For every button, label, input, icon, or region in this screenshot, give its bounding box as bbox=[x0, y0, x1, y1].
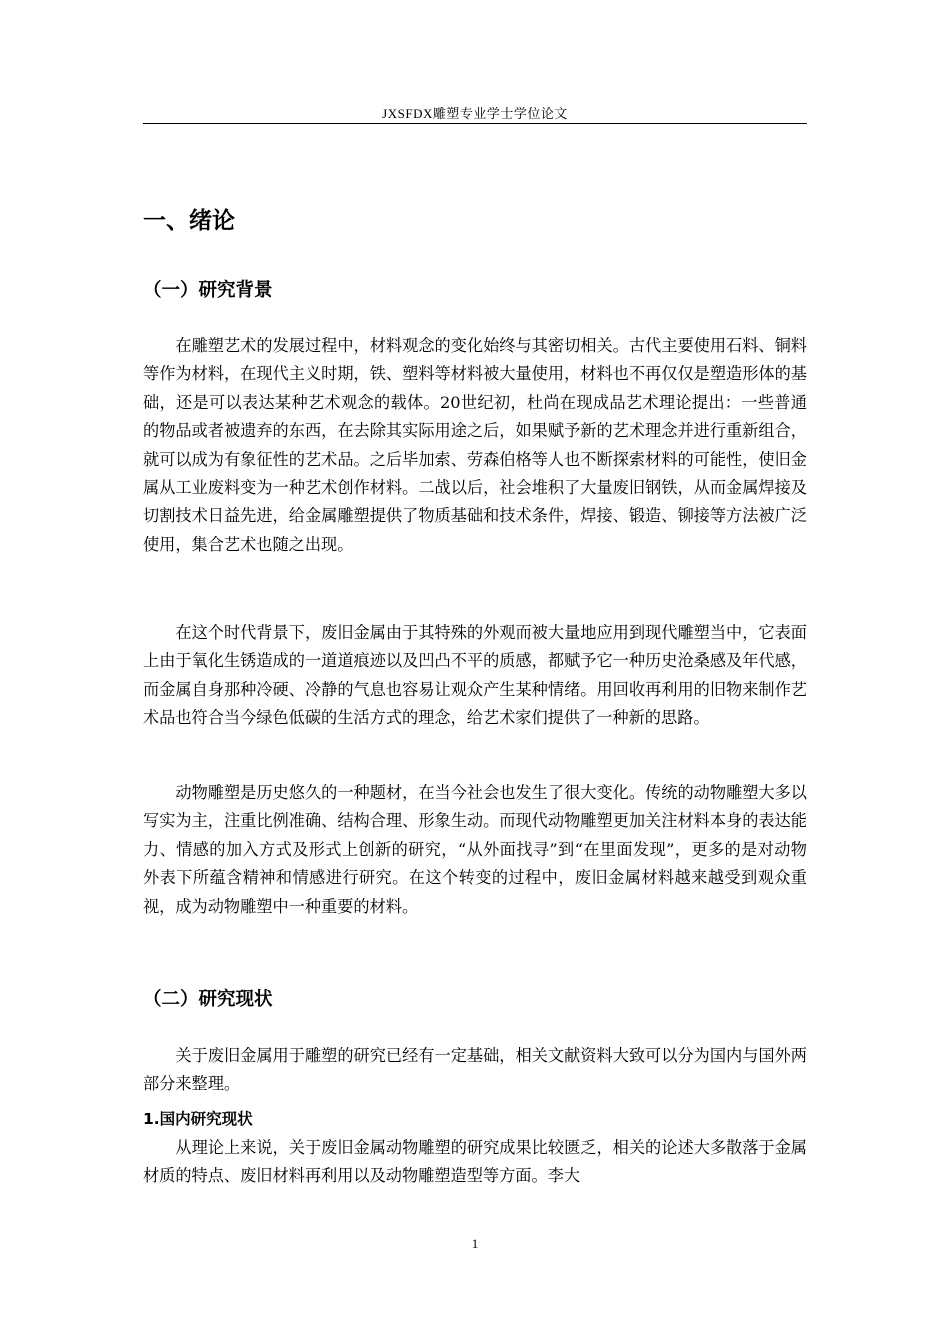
paragraph-background-3: 动物雕塑是历史悠久的一种题材，在当今社会也发生了很大变化。传统的动物雕塑大多以写实为主，注重比例准确、结构合理、形象生动。而现代动物雕塑更加关注材料本身的表达能力、情感的加入方式及形式上创新的研究，“从外面找寻”到“在里面发现”，更多的是对动物外表下所蕴含精神和情感进行研究。在这个转变的过程中，废旧金属材料越来越受到观众重视，成为动物雕塑中一种重要的材料。 bbox=[143, 783, 807, 916]
page-number: 1 bbox=[471, 1236, 479, 1251]
paragraph-status-intro: 关于废旧金属用于雕塑的研究已经有一定基础，相关文献资料大致可以分为国内与国外两部分来整理。 bbox=[143, 1046, 807, 1094]
running-header: JXSFDX雕塑专业学士学位论文 bbox=[382, 106, 568, 121]
chapter-title: 一、绪论 bbox=[143, 208, 235, 234]
section-heading-status: （二）研究现状 bbox=[143, 989, 273, 1010]
paragraph-background-2: 在这个时代背景下，废旧金属由于其特殊的外观而被大量地应用到现代雕塑当中，它表面上由于氧化生锈造成的一道道痕迹以及凹凸不平的质感，都赋予它一种历史沧桑感及年代感，而金属自身那种冷硬、冷静的气息也容易让观众产生某种情绪。用回收再利用的旧物来制作艺术品也符合当今绿色低碳的生活方式的理念，给艺术家们提供了一种新的思路。 bbox=[143, 623, 807, 728]
paragraph-domestic: 从理论上来说，关于废旧金属动物雕塑的研究成果比较匮乏，相关的论述大多散落于金属材质的特点、废旧材料再利用以及动物雕塑造型等方面。李大 bbox=[143, 1138, 807, 1186]
header-rule bbox=[143, 123, 807, 124]
subsection-heading-domestic: 1.国内研究现状 bbox=[143, 1110, 253, 1128]
section-heading-background: （一）研究背景 bbox=[143, 280, 273, 301]
paragraph-background-1: 在雕塑艺术的发展过程中，材料观念的变化始终与其密切相关。古代主要使用石料、铜料等作为材料，在现代主义时期，铁、塑料等材料被大量使用，材料也不再仅仅是塑造形体的基础，还是可以表达某种艺术观念的载体。20世纪初，杜尚在现成品艺术理论提出：一些普通的物品或者被遗弃的东西，在去除其实际用途之后，如果赋予新的艺术理念并进行重新组合，就可以成为有象征性的艺术品。之后毕加索、劳森伯格等人也不断探索材料的可能性，使旧金属从工业废料变为一种艺术创作材料。二战以后，社会堆积了大量废旧钢铁，从而金属焊接及切割技术日益先进，给金属雕塑提供了物质基础和技术条件，焊接、锻造、铆接等方法被广泛使用，集合艺术也随之出现。 bbox=[143, 336, 807, 554]
